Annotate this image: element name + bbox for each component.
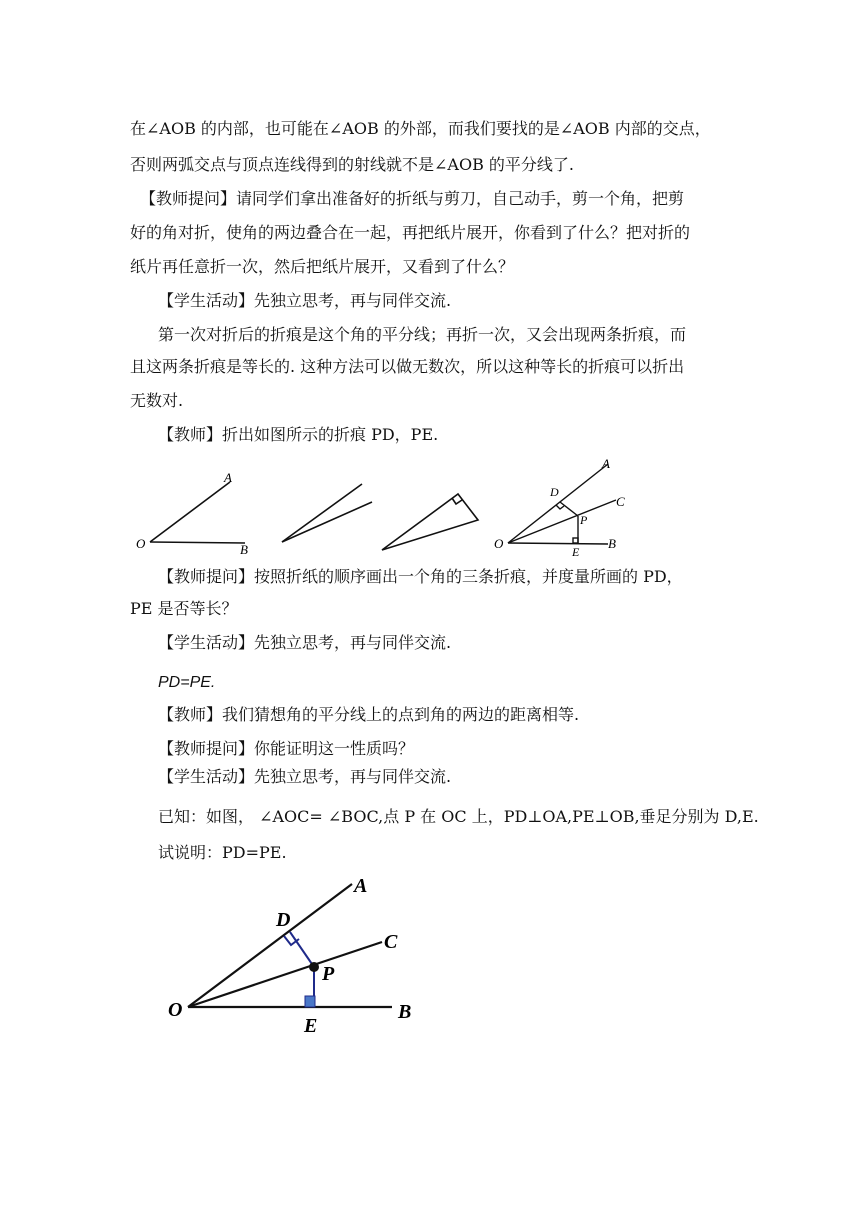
- para-8: PD=PE.: [158, 674, 216, 691]
- fig4-label-D: D: [550, 485, 559, 499]
- fig4-label-B: B: [608, 536, 616, 551]
- fig4-label-A: A: [602, 456, 610, 471]
- fig1-label-O: O: [136, 536, 146, 551]
- para-6-line-2: PE 是否等长？: [130, 599, 238, 618]
- para-1-line-2: 否则两弧交点与顶点连线得到的射线就不是∠AOB 的平分线了.: [130, 155, 575, 174]
- para-2-line-2: 好的角对折，使角的两边叠合在一起，再把纸片展开，你看到了什么？把对折的: [130, 223, 691, 242]
- para-12-given: 已知：如图， ∠AOC= ∠BOC,点 P 在 OC 上，PD⊥OA,PE⊥OB,垂足分别为 D,E.: [158, 807, 759, 826]
- para-9: 【教师】我们猜想角的平分线上的点到角的两边的距离相等.: [158, 705, 580, 724]
- main-label-B: B: [398, 1001, 412, 1023]
- fig4-label-O: O: [494, 536, 504, 551]
- main-label-P: P: [322, 963, 335, 985]
- right-angle-marker-e: [305, 996, 315, 1007]
- para-2-line-3: 纸片再任意折一次，然后把纸片展开，又看到了什么？: [130, 257, 515, 276]
- fig4-label-C: C: [616, 494, 625, 509]
- point-p-dot: [309, 962, 319, 972]
- folding-figures: [130, 452, 650, 562]
- fig4-bisector: [508, 464, 616, 544]
- para-4-line-3: 无数对.: [130, 391, 184, 410]
- main-rays: [188, 884, 392, 1007]
- para-4-line-1: 第一次对折后的折痕是这个角的平分线；再折一次，又会出现两条折痕，而: [158, 325, 687, 344]
- para-3: 【学生活动】先独立思考，再与同伴交流.: [158, 291, 452, 310]
- fig4-label-E: E: [572, 545, 580, 559]
- fig1-label-A: A: [224, 470, 232, 485]
- main-label-A: A: [354, 875, 368, 897]
- fig1-label-B: B: [240, 542, 248, 557]
- para-6-line-1: 【教师提问】按照折纸的顺序画出一个角的三条折痕，并度量所画的 PD，: [158, 567, 683, 586]
- para-2-line-1: 【教师提问】请同学们拿出准备好的折纸与剪刀，自己动手，剪一个角，把剪: [140, 189, 685, 208]
- fig1-angle: [150, 482, 245, 543]
- main-label-D: D: [276, 909, 291, 931]
- main-label-O: O: [168, 999, 183, 1021]
- para-11: 【学生活动】先独立思考，再与同伴交流.: [158, 767, 452, 786]
- main-label-C: C: [384, 931, 398, 953]
- para-1-line-1: 在∠AOB 的内部，也可能在∠AOB 的外部，而我们要找的是∠AOB 内部的交点，: [130, 119, 711, 138]
- main-figure: [160, 872, 430, 1042]
- para-5: 【教师】折出如图所示的折痕 PD，PE.: [158, 425, 439, 444]
- para-10: 【教师提问】你能证明这一性质吗？: [158, 739, 415, 758]
- fig2-folded: [282, 484, 372, 542]
- para-13-prove: 试说明：PD=PE.: [158, 843, 287, 862]
- para-7: 【学生活动】先独立思考，再与同伴交流.: [158, 633, 452, 652]
- main-label-E: E: [304, 1015, 318, 1037]
- fig3-triangle: [382, 494, 478, 550]
- para-4-line-2: 且这两条折痕是等长的. 这种方法可以做无数次，所以这种等长的折痕可以折出: [130, 357, 685, 376]
- fig4-label-P: P: [580, 513, 588, 527]
